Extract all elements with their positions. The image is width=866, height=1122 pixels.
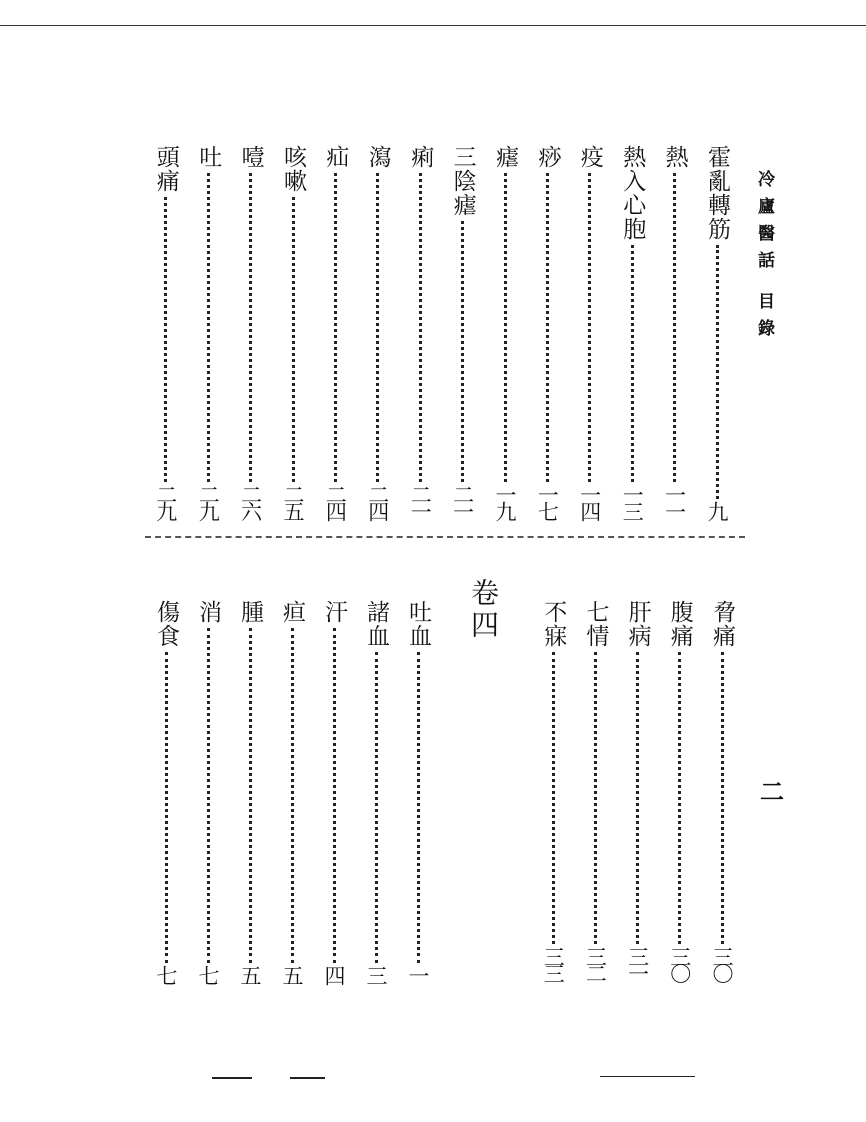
entry-page-number: 五 xyxy=(238,965,262,982)
entry-title: 瀉 xyxy=(364,145,391,169)
entry-title: 傷食 xyxy=(153,600,179,648)
entry-title: 頭痛 xyxy=(152,145,179,193)
entry-page-number: 二九 xyxy=(153,484,178,518)
toc-entry xyxy=(575,145,605,518)
entry-title: 三陰瘧 xyxy=(449,145,476,217)
entry-title: 消 xyxy=(195,600,221,624)
dot-leader xyxy=(291,628,294,963)
entry-title: 諸血 xyxy=(363,600,389,648)
entry-title: 疝 xyxy=(322,145,349,169)
entry-title: 瘧 xyxy=(492,145,518,169)
entry-title: 腹痛 xyxy=(666,600,693,648)
toc-entry xyxy=(151,145,181,518)
entry-page-number: 四 xyxy=(322,965,346,982)
section-title: 目錄 xyxy=(754,292,774,346)
toc-entry xyxy=(538,600,568,980)
entry-title: 熱入心胞 xyxy=(619,145,646,241)
entry-page-number: 三三 xyxy=(541,946,566,980)
entry-page-number: 一一 xyxy=(662,484,687,518)
entry-page-number: 一三 xyxy=(620,484,645,518)
book-title: 冷廬醫話 xyxy=(754,170,774,278)
dot-leader xyxy=(721,652,724,944)
entry-title: 吐 xyxy=(195,145,222,169)
scan-speck xyxy=(290,1077,325,1079)
entry-title: 痢 xyxy=(407,145,434,169)
entry-title: 疫 xyxy=(576,145,603,169)
entry-page-number: 三一 xyxy=(625,946,650,980)
entry-title: 痧 xyxy=(534,145,561,169)
toc-entry xyxy=(660,145,690,518)
entry-title: 噎 xyxy=(237,145,264,169)
dot-leader xyxy=(419,173,422,482)
toc-entry xyxy=(490,145,520,518)
toc-entry xyxy=(532,145,562,518)
dot-leader xyxy=(678,652,681,944)
entry-title: 熱 xyxy=(661,145,688,169)
entry-title: 吐血 xyxy=(405,600,431,648)
scan-speck xyxy=(600,1076,695,1077)
dot-leader xyxy=(546,173,549,482)
running-header xyxy=(752,170,777,346)
entry-title: 肝病 xyxy=(624,600,651,648)
entry-page-number: 一九 xyxy=(493,484,517,518)
dot-leader xyxy=(334,173,337,482)
entry-page-number: 七 xyxy=(154,965,178,982)
toc-entry xyxy=(403,600,433,982)
entry-title: 疸 xyxy=(279,600,305,624)
toc-entry xyxy=(236,145,266,518)
dot-leader xyxy=(636,652,639,944)
dot-leader xyxy=(165,652,168,963)
entry-page-number: 二六 xyxy=(238,484,263,518)
dot-leader xyxy=(594,652,597,944)
dot-leader xyxy=(588,173,591,482)
entry-page-number: 二四 xyxy=(323,484,348,518)
dot-leader xyxy=(249,173,252,482)
entry-page-number: 二一 xyxy=(408,484,433,518)
toc-entry xyxy=(580,600,610,980)
toc-entry xyxy=(702,145,732,518)
entry-page-number: 一 xyxy=(406,965,430,982)
dot-leader xyxy=(207,173,210,482)
toc-entry xyxy=(193,145,223,518)
entry-page-number: 二五 xyxy=(281,484,305,518)
entry-page-number: 三〇 xyxy=(667,946,692,980)
entry-title: 七情 xyxy=(582,600,609,648)
entry-title: 汗 xyxy=(321,600,347,624)
toc-entry xyxy=(405,145,435,518)
dot-leader xyxy=(164,197,167,482)
section-divider xyxy=(145,536,745,538)
entry-page-number: 一四 xyxy=(577,484,602,518)
toc-entry xyxy=(623,600,653,980)
entry-page-number: 二九 xyxy=(196,484,221,518)
top-rule xyxy=(0,25,866,26)
dot-leader xyxy=(207,628,210,963)
entry-title: 不寐 xyxy=(540,600,567,648)
dot-leader xyxy=(716,245,719,499)
dot-leader xyxy=(249,628,252,963)
entry-title: 霍亂轉筋 xyxy=(704,145,730,241)
toc-entry xyxy=(448,145,478,518)
page-number: 二 xyxy=(760,777,784,806)
entry-page-number: 二四 xyxy=(365,484,390,518)
toc-entry xyxy=(278,145,308,518)
dot-leader xyxy=(461,221,464,482)
entry-title: 咳嗽 xyxy=(280,145,306,193)
toc-entry xyxy=(319,600,349,982)
entry-page-number: 三二 xyxy=(583,946,608,980)
entry-page-number: 五 xyxy=(280,965,304,982)
entry-page-number: 三 xyxy=(364,965,388,982)
entry-page-number: 一七 xyxy=(535,484,560,518)
toc-entry xyxy=(617,145,647,518)
dot-leader xyxy=(631,245,634,482)
dot-leader xyxy=(333,628,336,963)
entry-title: 脅痛 xyxy=(709,600,735,648)
dot-leader xyxy=(673,173,676,482)
dot-leader xyxy=(375,652,378,963)
toc-entry xyxy=(707,600,737,980)
dot-leader xyxy=(504,173,507,482)
entry-page-number: 二一 xyxy=(450,484,475,518)
toc-entry xyxy=(363,145,393,518)
entry-page-number: 七 xyxy=(196,965,220,982)
toc-entry xyxy=(361,600,391,982)
toc-entry xyxy=(277,600,307,982)
scan-speck xyxy=(212,1077,252,1079)
dot-leader xyxy=(376,173,379,482)
toc-entry xyxy=(193,600,223,982)
entry-title: 腫 xyxy=(237,600,263,624)
toc-entry xyxy=(151,600,181,982)
dot-leader xyxy=(417,652,420,963)
dot-leader xyxy=(292,197,295,482)
entry-page-number: 三〇 xyxy=(710,946,734,980)
volume-heading: 卷四 xyxy=(467,578,500,642)
toc-entry xyxy=(320,145,350,518)
dot-leader xyxy=(552,652,555,944)
entry-page-number: 九 xyxy=(705,501,729,518)
toc-entry xyxy=(665,600,695,980)
toc-entry xyxy=(235,600,265,982)
